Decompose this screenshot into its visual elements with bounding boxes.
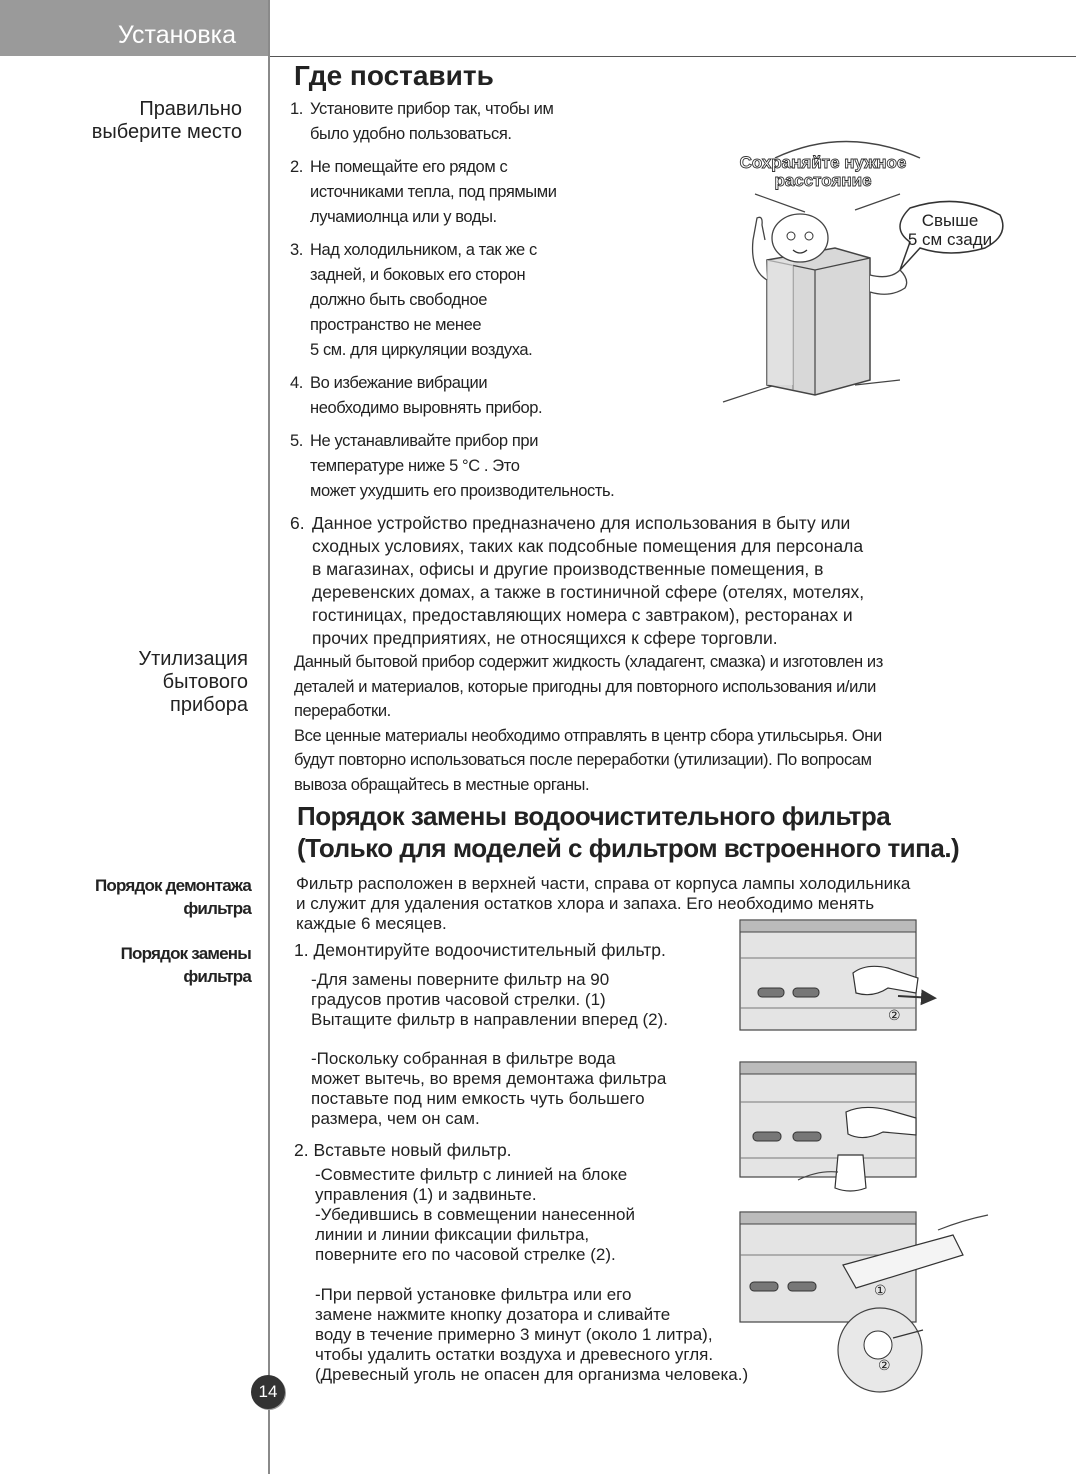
bubble-line-2: 5 см сзади xyxy=(907,230,993,249)
section-title: Установка xyxy=(117,21,236,49)
where-title: Где поставить xyxy=(294,60,494,91)
mark-1: ① xyxy=(874,1282,887,1298)
filter-intro: Фильтр расположен в верхней части, справа от корпуса лампы холодильника и служит для удаления остатков хлора и запаха. Его необходимо менять каждые 6 месяцев. xyxy=(296,874,911,933)
filter-insert-figure xyxy=(738,1210,993,1395)
sidebar-disposal-label: Утилизация бытового прибора xyxy=(138,648,248,716)
mark-2: ② xyxy=(888,1007,901,1023)
where-item-4: 4. Во избежание вибрации необходимо выровнять прибор. xyxy=(290,374,543,417)
sidebar-replace-label: Порядок замены фильтра xyxy=(120,944,251,986)
vertical-divider xyxy=(268,0,270,1474)
mark-2-lower: ② xyxy=(878,1357,891,1373)
where-item-2: 2. Не помещайте его рядом с источниками тепла, под прямыми лучамиолнца или у воды. xyxy=(290,158,557,226)
caption-line-1: Сохраняйте нужное xyxy=(739,153,907,172)
where-list xyxy=(290,97,710,512)
bubble-line-1: Свыше xyxy=(921,211,979,230)
sidebar-removal-label: Порядок демонтажа фильтра xyxy=(94,876,251,918)
fridge-clearance-illustration xyxy=(715,130,1015,415)
section-header-bar xyxy=(0,0,268,56)
where-item-6: 6. Данное устройство предназначено для использования в быту или сходных условиях, таких как подсобные помещения для персонала в магазинах, офисы и другие производственные помещения, в деревенских домах, а также в гостиничной сфере (отелях, мотелях, гостиницах, предоставляющих номера с завтраком), ресторанах и прочих предприятиях, не относящихся к сфере торговли. xyxy=(290,513,865,648)
filter-step2-a: -Совместите фильтр с линией на блоке управления (1) и задвиньте. -Убедившись в совмещении нанесенной линии и линии фиксации фильтра, поверните его по часовой стрелке (2). xyxy=(315,1165,635,1264)
page-number: 14 xyxy=(251,1375,285,1409)
filter-drain-figure xyxy=(738,1060,938,1195)
filter-title: Порядок замены водоочистительного фильтра (Только для моделей с фильтром встроенного типа.) xyxy=(297,801,960,863)
sidebar-placement-label: Правильно выберите место xyxy=(91,98,242,143)
where-item-1: 1. Установите прибор так, чтобы им было удобно пользоваться. xyxy=(290,100,554,143)
where-item-3: 3. Над холодильником, а так же с задней, и боковых его сторон должно быть свободное пространство не менее 5 см. для циркуляции воздуха. xyxy=(290,241,537,359)
filter-step1-b: -Поскольку собранная в фильтре вода может вытечь, во время демонтажа фильтра поставьте под ним емкость чуть большего размера, чем он сам. xyxy=(311,1049,667,1128)
filter-step1-a: -Для замены поверните фильтр на 90 градусов против часовой стрелки. (1) Вытащите фильтр в направлении вперед (2). xyxy=(311,970,668,1029)
filter-removal-figure xyxy=(738,918,938,1033)
disposal-text: Данный бытовой прибор содержит жидкость (хладагент, смазка) и изготовлен из деталей и материалов, которые пригодны для повторного использования и/или переработки. Все ценные материалы необходимо отправлять в центр сбора утильсырья. Они будут повторно использоваться после переработки (утилизации). По вопросам вывоза обращайтесь в местные органы. xyxy=(294,653,883,794)
filter-step1: 1. Демонтируйте водоочистительный фильтр. xyxy=(294,940,666,960)
filter-step2: 2. Вставьте новый фильтр. xyxy=(294,1140,512,1160)
filter-step2-b: -При первой установке фильтра или его замене нажмите кнопку дозатора и сливайте воду в течение примерно 3 минут (около 1 литра), чтобы удалить остатки воздуха и древесного угля. (Древесный уголь не опасен для организма человека.) xyxy=(315,1285,749,1384)
where-item-5: 5. Не устанавливайте прибор при температуре ниже 5 °С . Это может ухудшить его производительность. xyxy=(290,432,615,500)
top-divider xyxy=(268,56,1076,57)
caption-line-2: расстояние xyxy=(774,171,872,190)
